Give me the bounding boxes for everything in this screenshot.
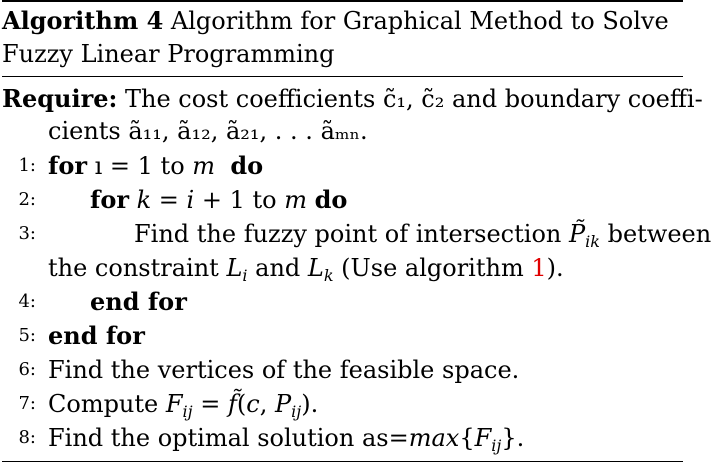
algorithm-ref-link[interactable]: 1	[531, 254, 547, 282]
step-number: 6:	[18, 359, 36, 380]
step-number: 3:	[18, 223, 36, 244]
step-6-text: Find the vertices of the feasible space.	[48, 356, 520, 384]
step-number: 1:	[18, 155, 36, 176]
step-7-text: Compute $F_{ij}$ = f̃(c, $P_{ij}$).	[48, 390, 319, 421]
algorithm-label: Algorithm 4	[2, 6, 164, 35]
step-number: 4:	[18, 291, 36, 312]
step-number: 7:	[18, 393, 36, 414]
step-1-text: for ı = 1 to m do	[48, 151, 264, 180]
require-line1	[2, 84, 703, 114]
step-4-text: end for	[90, 287, 187, 316]
algorithm-title-line2: Fuzzy Linear Programming	[2, 40, 335, 68]
algorithm-title	[2, 4, 669, 38]
step-3-cont: the constraint $L_i$ and $L_k$ (Use algorithm 1).	[48, 254, 564, 285]
step-number: 2:	[18, 189, 36, 210]
top-rule	[2, 0, 683, 2]
step-5-text: end for	[48, 321, 145, 350]
title-rule	[2, 76, 683, 77]
step-3-text: Find the fuzzy point of intersection $P̃_{ik}$ between	[134, 220, 711, 251]
bottom-rule	[2, 461, 683, 462]
step-8-text: Find the optimal solution $as=\max\{F_{ij}\}$.	[48, 424, 525, 455]
algorithm-title-line1: Algorithm for Graphical Method to Solve	[170, 7, 669, 35]
require-text-line2: cients ã₁₁, ã₁₂, ã₂₁, . . . ãₘₙ.	[48, 117, 368, 145]
step-number: 8:	[18, 427, 36, 448]
require-text-line1: The cost coefficients c̃₁, c̃₂ and boundary coeffi-	[124, 85, 703, 113]
step-2-text: for k = i + 1 to m do	[90, 185, 348, 214]
step-number: 5:	[18, 325, 36, 346]
require-keyword: Require:	[2, 84, 118, 113]
